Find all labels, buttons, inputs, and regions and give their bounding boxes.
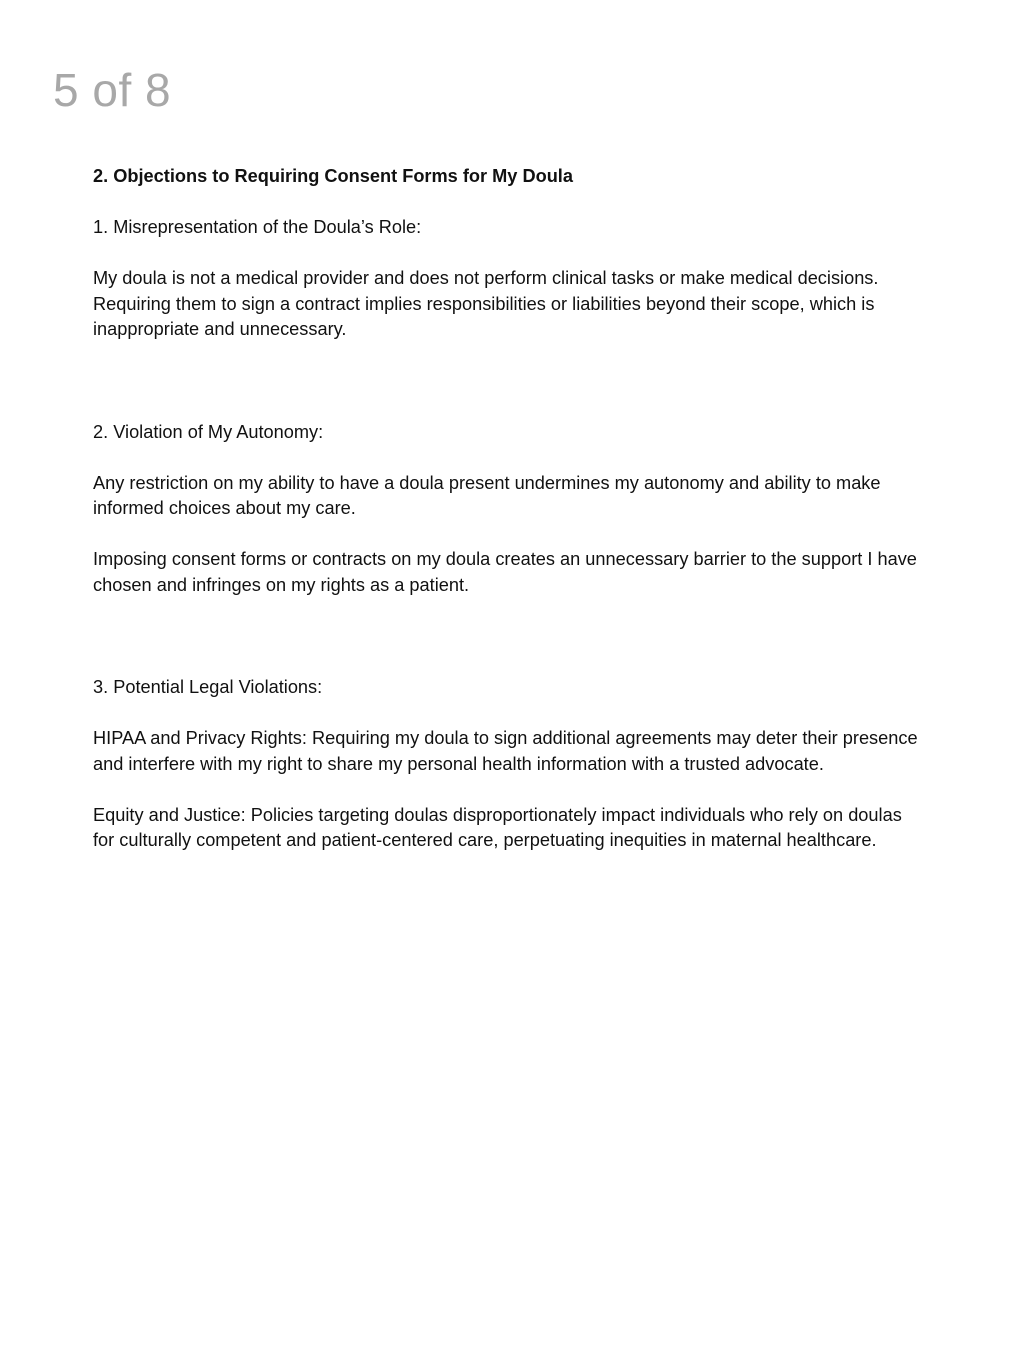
section-title-autonomy: 2. Violation of My Autonomy: <box>93 421 324 442</box>
document-heading: 2. Objections to Requiring Consent Forms for My Doula <box>93 166 573 186</box>
section-title-legal-violations: 3. Potential Legal Violations: <box>93 677 323 697</box>
paragraph-hipaa-privacy: HIPAA and Privacy Rights: Requiring my doula to sign additional agreements may deter their presence and interfere with my right to share my personal health information with a trusted advocate. <box>93 728 918 774</box>
page-indicator: 5 of 8 <box>53 64 172 116</box>
paragraph-autonomy-restriction: Any restriction on my ability to have a doula present undermines my autonomy and ability to make informed choices about my care. <box>93 472 881 518</box>
paragraph-autonomy-consent-forms: Imposing consent forms or contracts on my doula creates an unnecessary barrier to the support I have chosen and infringes on my rights as a patient. <box>93 549 917 595</box>
paragraph-equity-justice: Equity and Justice: Policies targeting doulas disproportionately impact individuals who rely on doulas for culturally competent and patient-centered care, perpetuating inequities in maternal healthcare. <box>93 804 902 850</box>
document-body <box>93 164 923 854</box>
paragraph-misrepresentation: My doula is not a medical provider and does not perform clinical tasks or make medical decisions. Requiring them to sign a contract implies responsibilities or liabilities beyond their scope, which is inappropriate and unnecessary. <box>93 268 879 339</box>
section-title-misrepresentation: 1. Misrepresentation of the Doula’s Role: <box>93 217 422 237</box>
